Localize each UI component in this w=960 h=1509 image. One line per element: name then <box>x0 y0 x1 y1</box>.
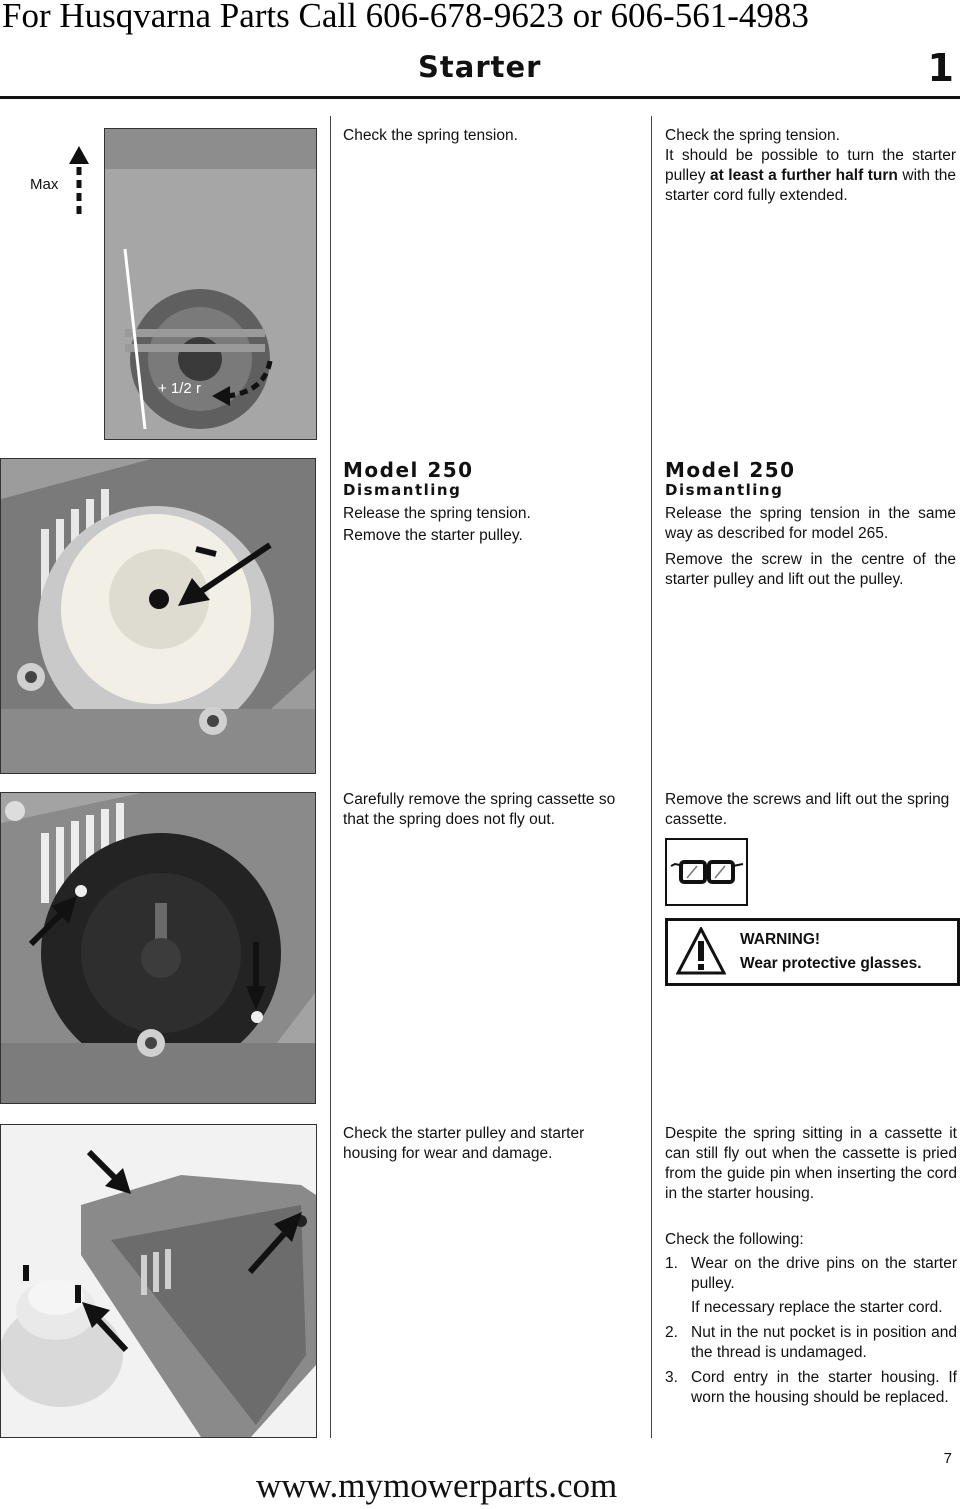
row4-left-text <box>343 1124 638 1170</box>
inspection-list <box>665 1254 957 1408</box>
header-rule <box>0 96 960 99</box>
dismantling-subheading-left: Dismantling <box>343 481 462 499</box>
cassette-screw-arrow-left-icon <box>25 890 85 950</box>
list-item: 1. Wear on the drive pins on the starter pulley. If necessary replace the starter cord. <box>665 1255 957 1316</box>
pulley-housing-photo <box>0 1124 317 1438</box>
section-number: 1 <box>927 46 954 90</box>
warning-title: WARNING! <box>740 931 821 948</box>
row3-right-text <box>665 790 959 836</box>
warning-triangle-icon <box>676 927 726 975</box>
release-tension-text: Release the spring tension. <box>343 505 531 522</box>
safety-glasses-icon <box>667 840 746 904</box>
row3-left-text <box>343 790 638 836</box>
check-wear-text: Check the starter pulley and starter housing for wear and damage. <box>343 1125 585 1162</box>
column-divider-right <box>651 116 652 1438</box>
row1-right-text <box>665 126 956 206</box>
dealer-banner: For Husqvarna Parts Call 606-678-9623 or 606-561-4983 <box>2 0 809 35</box>
cassette-screw-arrow-down-icon <box>244 942 268 1012</box>
pulley-removal-photo <box>0 458 316 774</box>
remove-cassette-caution: Carefully remove the spring cassette so that the spring does not fly out. <box>343 791 616 828</box>
remove-screw-detail: Remove the screw in the centre of the starter pulley and lift out the pulley. <box>665 551 956 588</box>
row1-photo-area <box>0 116 316 441</box>
remove-pulley-text: Remove the starter pulley. <box>343 527 523 544</box>
half-turn-label: + 1/2 r <box>158 380 201 397</box>
pulley-pin-arrow-icon <box>80 1300 130 1354</box>
row4-right-text <box>665 1124 957 1413</box>
max-label: Max <box>30 176 59 193</box>
half-turn-instruction: It should be possible to turn the starter pulley at least a further half turn with the starter cord fully extended. <box>665 147 956 204</box>
row2-left-text <box>343 460 638 552</box>
half-turn-arrow-icon <box>210 356 280 406</box>
release-tension-detail: Release the spring tension in the same way as described for model 265. <box>665 505 956 542</box>
check-spring-tension-label: Check the spring tension. <box>343 127 518 144</box>
max-arrow-icon <box>64 146 94 216</box>
warning-text: Wear protective glasses. <box>740 955 922 972</box>
warning-box <box>665 918 960 986</box>
half-turn-emphasis: at least a further half turn <box>710 167 898 184</box>
dismantling-subheading-right: Dismantling <box>665 481 784 499</box>
safety-glasses-box <box>665 838 748 906</box>
cord-entry-arrow-icon <box>246 1210 306 1276</box>
footer-website-link[interactable]: www.mymowerparts.com <box>256 1466 618 1505</box>
row1-left-text <box>343 126 638 152</box>
list-item: 2. Nut in the nut pocket is in position and the thread is undamaged. <box>665 1324 957 1361</box>
column-divider-left <box>330 116 331 1438</box>
check-spring-tension-heading: Check the spring tension. <box>665 127 840 144</box>
section-title: Starter <box>418 50 542 84</box>
page-number: 7 <box>943 1450 952 1467</box>
list-item: 3. Cord entry in the starter housing. If worn the housing should be replaced. <box>665 1369 957 1406</box>
model-250-heading-right: Model 250 <box>665 458 796 482</box>
pulley-screw-arrow-icon <box>170 540 280 610</box>
model-250-heading-left: Model 250 <box>343 458 474 482</box>
row2-right-text <box>665 460 956 596</box>
housing-wear-arrow-top-icon <box>85 1148 135 1198</box>
check-following-intro: Check the following: <box>665 1231 804 1248</box>
remove-screws-text: Remove the screws and lift out the spring cassette. <box>665 791 950 828</box>
spring-warning-paragraph: Despite the spring sitting in a cassette it can still fly out when the cassette is pried from the guide pin when inserting the cord in the starter housing. <box>665 1125 957 1202</box>
